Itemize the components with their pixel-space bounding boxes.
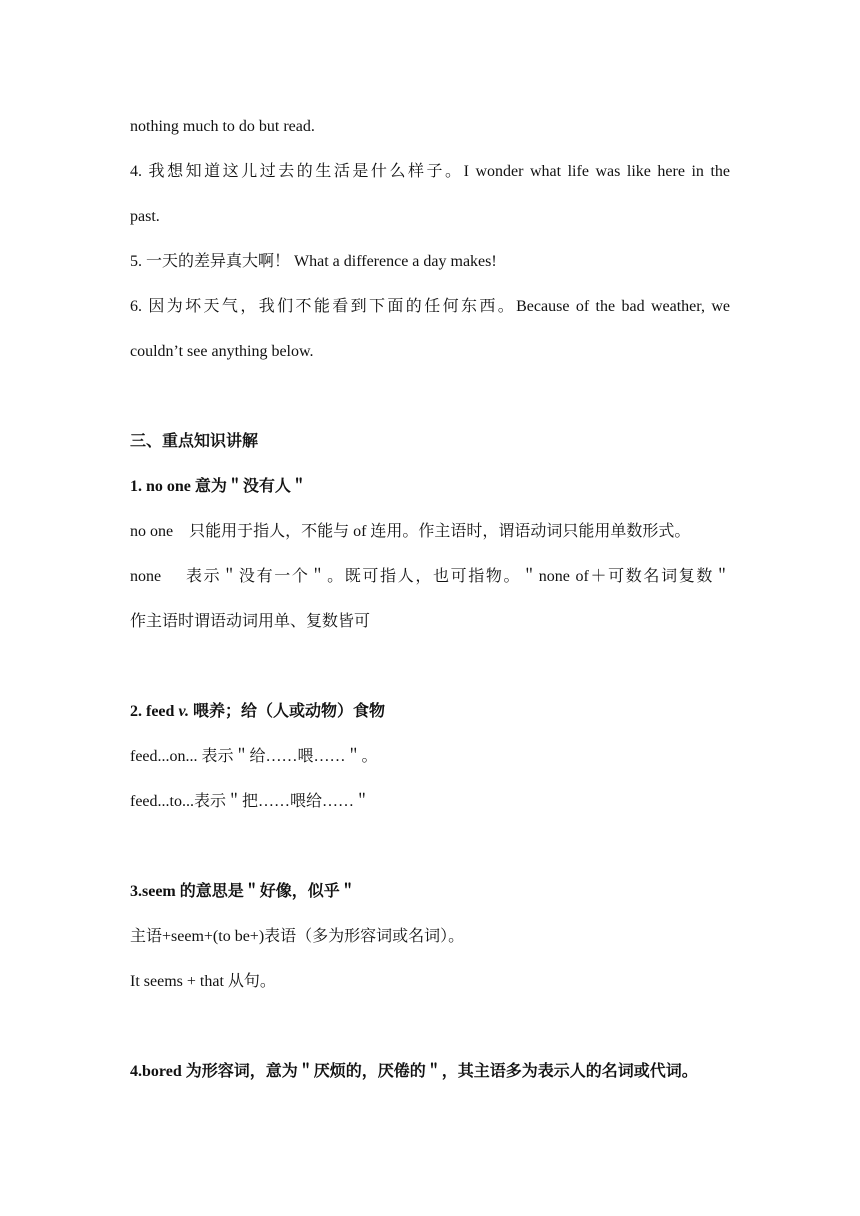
point-2-title-pos: v. — [178, 703, 189, 720]
point-2-line-2: feed...to...表示＂把……喂给……＂ — [130, 793, 370, 810]
text-line: past. — [130, 208, 160, 225]
point-1-line-2: none 表示＂没有一个＂。既可指人，也可指物。＂none of＋可数名词复数＂ — [130, 568, 730, 585]
sentence-5: 5. 一天的差异真大啊！ What a difference a day makes! — [130, 253, 497, 270]
point-3-title: 3.seem 的意思是＂好像，似乎＂ — [130, 883, 356, 900]
point-3-line-1: 主语+seem+(to be+)表语（多为形容词或名词）。 — [130, 928, 465, 945]
section-heading: 三、重点知识讲解 — [130, 433, 259, 450]
point-4-title: 4.bored 为形容词，意为＂厌烦的，厌倦的＂，其主语多为表示人的名词或代词。 — [130, 1063, 698, 1080]
point-3-line-2: It seems + that 从句。 — [130, 973, 276, 990]
point-1-line-3: 作主语时谓语动词用单、复数皆可 — [130, 613, 371, 630]
point-1-title: 1. no one 意为＂没有人＂ — [130, 478, 307, 495]
point-2-title-meaning: 喂养；给（人或动物）食物 — [188, 703, 385, 720]
sentence-4: 4. 我想知道这儿过去的生活是什么样子。I wonder what life was like here in the — [130, 163, 730, 180]
text-line: nothing much to do but read. — [130, 118, 315, 135]
point-1-line-1: no one 只能用于指人，不能与 of 连用。作主语时，谓语动词只能用单数形式。 — [130, 523, 691, 540]
sentence-6: 6. 因为坏天气，我们不能看到下面的任何东西。Because of the bad weather, we — [130, 298, 730, 315]
point-2-title — [130, 702, 385, 722]
point-2-line-1: feed...on... 表示＂给……喂……＂。 — [130, 748, 378, 765]
text-line: couldn’t see anything below. — [130, 343, 314, 360]
point-2-title-word: 2. feed — [130, 703, 179, 720]
